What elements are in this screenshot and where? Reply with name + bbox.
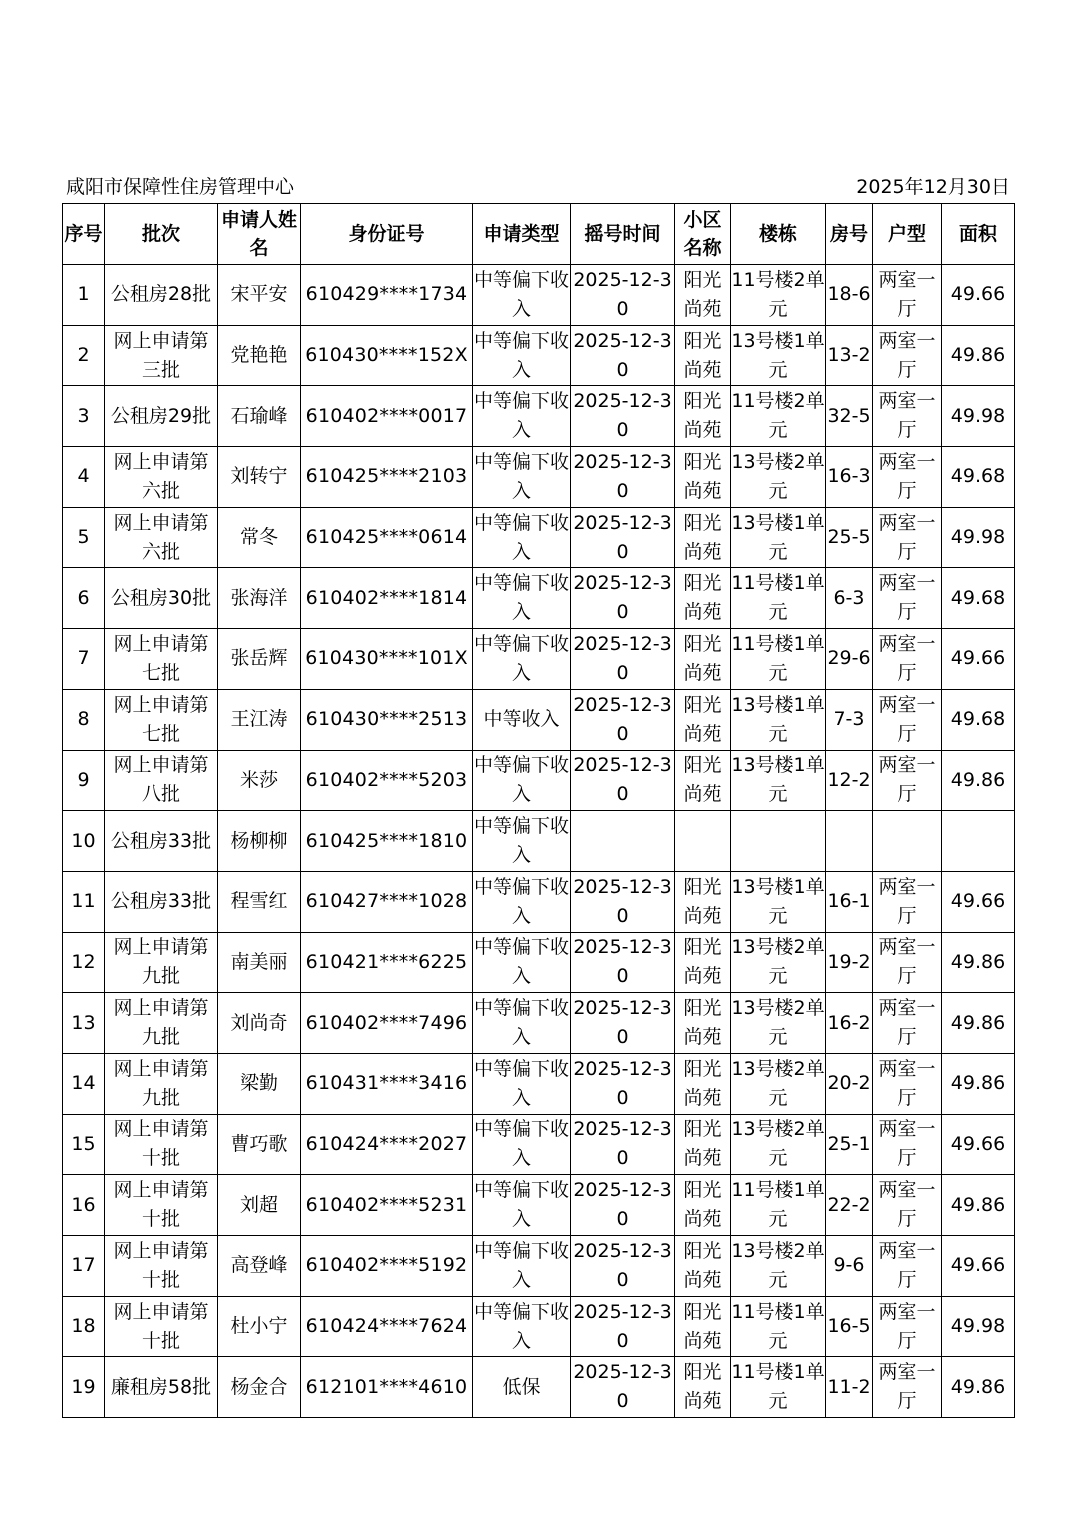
type-cell: 中等偏下收入 [473, 1053, 571, 1114]
community-cell: 阳光尚苑 [675, 1114, 731, 1175]
name-cell: 刘转宁 [218, 447, 301, 508]
room-cell: 9-6 [826, 1236, 873, 1297]
index-cell: 3 [63, 386, 105, 447]
building-cell: 13号楼2单元 [731, 1236, 826, 1297]
name-cell: 梁勤 [218, 1053, 301, 1114]
community-cell: 阳光尚苑 [675, 1357, 731, 1418]
layout-cell: 两室一厅 [873, 1175, 942, 1236]
name-cell: 杨柳柳 [218, 811, 301, 872]
layout-cell: 两室一厅 [873, 629, 942, 690]
community-cell: 阳光尚苑 [675, 507, 731, 568]
index-cell: 13 [63, 993, 105, 1054]
layout-cell: 两室一厅 [873, 1296, 942, 1357]
area-cell: 49.98 [942, 507, 1015, 568]
type-cell: 中等偏下收入 [473, 993, 571, 1054]
index-cell: 7 [63, 629, 105, 690]
name-cell: 杨金合 [218, 1357, 301, 1418]
area-cell: 49.68 [942, 568, 1015, 629]
table-row [63, 1053, 1015, 1114]
id-number-cell: 610427****1028 [301, 871, 473, 932]
name-cell: 曹巧歌 [218, 1114, 301, 1175]
date-cell: 2025-12-30 [571, 1053, 675, 1114]
index-cell: 9 [63, 750, 105, 811]
name-cell: 王江涛 [218, 689, 301, 750]
type-cell: 中等偏下收入 [473, 568, 571, 629]
id-number-cell: 610425****1810 [301, 811, 473, 872]
type-cell: 中等偏下收入 [473, 325, 571, 386]
col-header-batch: 批次 [105, 204, 218, 265]
area-cell: 49.98 [942, 1296, 1015, 1357]
room-cell: 12-2 [826, 750, 873, 811]
community-cell [675, 811, 731, 872]
area-cell: 49.86 [942, 1357, 1015, 1418]
date-cell: 2025-12-30 [571, 689, 675, 750]
building-cell: 13号楼1单元 [731, 507, 826, 568]
table-body [63, 265, 1015, 1418]
room-cell [826, 811, 873, 872]
area-cell: 49.68 [942, 689, 1015, 750]
table-row [63, 265, 1015, 326]
index-cell: 17 [63, 1236, 105, 1297]
room-cell: 16-2 [826, 993, 873, 1054]
table-header-row [63, 204, 1015, 265]
index-cell: 16 [63, 1175, 105, 1236]
batch-cell: 网上申请第十批 [105, 1296, 218, 1357]
layout-cell: 两室一厅 [873, 1236, 942, 1297]
id-number-cell: 610425****0614 [301, 507, 473, 568]
id-number-cell: 612101****4610 [301, 1357, 473, 1418]
layout-cell: 两室一厅 [873, 1114, 942, 1175]
date-cell: 2025-12-30 [571, 750, 675, 811]
room-cell: 18-6 [826, 265, 873, 326]
document-date: 2025年12月30日 [856, 176, 1010, 198]
batch-cell: 网上申请第九批 [105, 1053, 218, 1114]
id-number-cell: 610421****6225 [301, 932, 473, 993]
area-cell: 49.66 [942, 1236, 1015, 1297]
area-cell [942, 811, 1015, 872]
table-row [63, 325, 1015, 386]
batch-cell: 网上申请第七批 [105, 689, 218, 750]
area-cell: 49.86 [942, 993, 1015, 1054]
allocation-table [62, 203, 1015, 1418]
community-cell: 阳光尚苑 [675, 629, 731, 690]
building-cell: 11号楼1单元 [731, 1175, 826, 1236]
col-header-id-number: 身份证号 [301, 204, 473, 265]
type-cell: 中等偏下收入 [473, 932, 571, 993]
batch-cell: 公租房30批 [105, 568, 218, 629]
name-cell: 程雪红 [218, 871, 301, 932]
layout-cell: 两室一厅 [873, 689, 942, 750]
room-cell: 29-6 [826, 629, 873, 690]
community-cell: 阳光尚苑 [675, 1175, 731, 1236]
room-cell: 32-5 [826, 386, 873, 447]
building-cell: 13号楼2单元 [731, 1053, 826, 1114]
id-number-cell: 610430****2513 [301, 689, 473, 750]
batch-cell: 公租房29批 [105, 386, 218, 447]
area-cell: 49.66 [942, 1114, 1015, 1175]
col-header-area: 面积 [942, 204, 1015, 265]
table-row [63, 993, 1015, 1054]
col-header-building: 楼栋 [731, 204, 826, 265]
layout-cell: 两室一厅 [873, 1357, 942, 1418]
id-number-cell: 610431****3416 [301, 1053, 473, 1114]
index-cell: 5 [63, 507, 105, 568]
table-row [63, 689, 1015, 750]
col-header-layout: 户型 [873, 204, 942, 265]
col-header-community: 小区名称 [675, 204, 731, 265]
area-cell: 49.68 [942, 447, 1015, 508]
id-number-cell: 610424****2027 [301, 1114, 473, 1175]
document-header [66, 173, 1010, 201]
name-cell: 米莎 [218, 750, 301, 811]
community-cell: 阳光尚苑 [675, 1296, 731, 1357]
batch-cell: 网上申请第九批 [105, 932, 218, 993]
building-cell: 13号楼1单元 [731, 871, 826, 932]
index-cell: 14 [63, 1053, 105, 1114]
layout-cell: 两室一厅 [873, 265, 942, 326]
col-header-index: 序号 [63, 204, 105, 265]
col-header-room: 房号 [826, 204, 873, 265]
organization-name: 咸阳市保障性住房管理中心 [66, 176, 295, 198]
batch-cell: 网上申请第九批 [105, 993, 218, 1054]
id-number-cell: 610402****7496 [301, 993, 473, 1054]
date-cell: 2025-12-30 [571, 386, 675, 447]
community-cell: 阳光尚苑 [675, 447, 731, 508]
index-cell: 8 [63, 689, 105, 750]
batch-cell: 网上申请第六批 [105, 447, 218, 508]
type-cell: 中等偏下收入 [473, 1175, 571, 1236]
building-cell: 11号楼1单元 [731, 568, 826, 629]
table-row [63, 507, 1015, 568]
index-cell: 18 [63, 1296, 105, 1357]
building-cell: 13号楼1单元 [731, 750, 826, 811]
id-number-cell: 610402****5192 [301, 1236, 473, 1297]
date-cell: 2025-12-30 [571, 265, 675, 326]
table-row [63, 386, 1015, 447]
name-cell: 宋平安 [218, 265, 301, 326]
table-row [63, 1236, 1015, 1297]
building-cell: 13号楼2单元 [731, 993, 826, 1054]
batch-cell: 网上申请第十批 [105, 1175, 218, 1236]
col-header-lottery-date: 摇号时间 [571, 204, 675, 265]
index-cell: 19 [63, 1357, 105, 1418]
layout-cell: 两室一厅 [873, 568, 942, 629]
building-cell: 13号楼1单元 [731, 325, 826, 386]
community-cell: 阳光尚苑 [675, 932, 731, 993]
type-cell: 中等收入 [473, 689, 571, 750]
name-cell: 张岳辉 [218, 629, 301, 690]
layout-cell: 两室一厅 [873, 932, 942, 993]
date-cell: 2025-12-30 [571, 447, 675, 508]
batch-cell: 网上申请第十批 [105, 1114, 218, 1175]
room-cell: 16-1 [826, 871, 873, 932]
community-cell: 阳光尚苑 [675, 689, 731, 750]
date-cell: 2025-12-30 [571, 325, 675, 386]
id-number-cell: 610425****2103 [301, 447, 473, 508]
room-cell: 11-2 [826, 1357, 873, 1418]
area-cell: 49.66 [942, 871, 1015, 932]
building-cell: 13号楼2单元 [731, 932, 826, 993]
col-header-application-type: 申请类型 [473, 204, 571, 265]
layout-cell: 两室一厅 [873, 1053, 942, 1114]
date-cell: 2025-12-30 [571, 1175, 675, 1236]
community-cell: 阳光尚苑 [675, 871, 731, 932]
community-cell: 阳光尚苑 [675, 1236, 731, 1297]
building-cell: 11号楼1单元 [731, 1357, 826, 1418]
type-cell: 中等偏下收入 [473, 386, 571, 447]
batch-cell: 公租房28批 [105, 265, 218, 326]
date-cell: 2025-12-30 [571, 507, 675, 568]
id-number-cell: 610429****1734 [301, 265, 473, 326]
index-cell: 10 [63, 811, 105, 872]
col-header-applicant-name: 申请人姓名 [218, 204, 301, 265]
layout-cell: 两室一厅 [873, 871, 942, 932]
name-cell: 张海洋 [218, 568, 301, 629]
name-cell: 常冬 [218, 507, 301, 568]
table-row [63, 447, 1015, 508]
type-cell: 中等偏下收入 [473, 811, 571, 872]
index-cell: 4 [63, 447, 105, 508]
type-cell: 中等偏下收入 [473, 1114, 571, 1175]
id-number-cell: 610430****152X [301, 325, 473, 386]
index-cell: 15 [63, 1114, 105, 1175]
building-cell: 13号楼2单元 [731, 447, 826, 508]
room-cell: 13-2 [826, 325, 873, 386]
room-cell: 6-3 [826, 568, 873, 629]
name-cell: 南美丽 [218, 932, 301, 993]
index-cell: 12 [63, 932, 105, 993]
date-cell: 2025-12-30 [571, 1236, 675, 1297]
area-cell: 49.86 [942, 1175, 1015, 1236]
area-cell: 49.86 [942, 750, 1015, 811]
table-row [63, 1175, 1015, 1236]
date-cell: 2025-12-30 [571, 1296, 675, 1357]
layout-cell: 两室一厅 [873, 750, 942, 811]
id-number-cell: 610402****5203 [301, 750, 473, 811]
area-cell: 49.86 [942, 1053, 1015, 1114]
id-number-cell: 610402****1814 [301, 568, 473, 629]
date-cell: 2025-12-30 [571, 871, 675, 932]
layout-cell: 两室一厅 [873, 507, 942, 568]
layout-cell: 两室一厅 [873, 993, 942, 1054]
batch-cell: 网上申请第六批 [105, 507, 218, 568]
table-row [63, 1296, 1015, 1357]
room-cell: 19-2 [826, 932, 873, 993]
community-cell: 阳光尚苑 [675, 568, 731, 629]
type-cell: 低保 [473, 1357, 571, 1418]
name-cell: 杜小宁 [218, 1296, 301, 1357]
id-number-cell: 610402****5231 [301, 1175, 473, 1236]
table-row [63, 871, 1015, 932]
area-cell: 49.66 [942, 629, 1015, 690]
table-row [63, 811, 1015, 872]
building-cell: 11号楼1单元 [731, 1296, 826, 1357]
community-cell: 阳光尚苑 [675, 993, 731, 1054]
index-cell: 1 [63, 265, 105, 326]
layout-cell: 两室一厅 [873, 325, 942, 386]
community-cell: 阳光尚苑 [675, 325, 731, 386]
building-cell [731, 811, 826, 872]
layout-cell: 两室一厅 [873, 447, 942, 508]
index-cell: 11 [63, 871, 105, 932]
index-cell: 2 [63, 325, 105, 386]
type-cell: 中等偏下收入 [473, 629, 571, 690]
batch-cell: 公租房33批 [105, 811, 218, 872]
name-cell: 党艳艳 [218, 325, 301, 386]
room-cell: 22-2 [826, 1175, 873, 1236]
date-cell: 2025-12-30 [571, 568, 675, 629]
community-cell: 阳光尚苑 [675, 386, 731, 447]
room-cell: 25-1 [826, 1114, 873, 1175]
date-cell: 2025-12-30 [571, 1357, 675, 1418]
building-cell: 11号楼2单元 [731, 265, 826, 326]
date-cell: 2025-12-30 [571, 1114, 675, 1175]
id-number-cell: 610424****7624 [301, 1296, 473, 1357]
type-cell: 中等偏下收入 [473, 1296, 571, 1357]
room-cell: 16-5 [826, 1296, 873, 1357]
area-cell: 49.86 [942, 932, 1015, 993]
room-cell: 20-2 [826, 1053, 873, 1114]
batch-cell: 网上申请第八批 [105, 750, 218, 811]
date-cell: 2025-12-30 [571, 993, 675, 1054]
area-cell: 49.98 [942, 386, 1015, 447]
community-cell: 阳光尚苑 [675, 265, 731, 326]
date-cell: 2025-12-30 [571, 932, 675, 993]
name-cell: 刘超 [218, 1175, 301, 1236]
type-cell: 中等偏下收入 [473, 265, 571, 326]
building-cell: 11号楼1单元 [731, 629, 826, 690]
area-cell: 49.86 [942, 325, 1015, 386]
name-cell: 高登峰 [218, 1236, 301, 1297]
id-number-cell: 610430****101X [301, 629, 473, 690]
name-cell: 刘尚奇 [218, 993, 301, 1054]
date-cell: 2025-12-30 [571, 629, 675, 690]
table-row [63, 1357, 1015, 1418]
name-cell: 石瑜峰 [218, 386, 301, 447]
room-cell: 16-3 [826, 447, 873, 508]
layout-cell [873, 811, 942, 872]
table-row [63, 932, 1015, 993]
area-cell: 49.66 [942, 265, 1015, 326]
type-cell: 中等偏下收入 [473, 871, 571, 932]
building-cell: 11号楼2单元 [731, 386, 826, 447]
batch-cell: 网上申请第十批 [105, 1236, 218, 1297]
community-cell: 阳光尚苑 [675, 750, 731, 811]
id-number-cell: 610402****0017 [301, 386, 473, 447]
batch-cell: 公租房33批 [105, 871, 218, 932]
table-row [63, 629, 1015, 690]
type-cell: 中等偏下收入 [473, 1236, 571, 1297]
building-cell: 13号楼2单元 [731, 1114, 826, 1175]
batch-cell: 网上申请第三批 [105, 325, 218, 386]
table-row [63, 750, 1015, 811]
batch-cell: 廉租房58批 [105, 1357, 218, 1418]
layout-cell: 两室一厅 [873, 386, 942, 447]
table-row [63, 1114, 1015, 1175]
community-cell: 阳光尚苑 [675, 1053, 731, 1114]
type-cell: 中等偏下收入 [473, 447, 571, 508]
index-cell: 6 [63, 568, 105, 629]
room-cell: 25-5 [826, 507, 873, 568]
type-cell: 中等偏下收入 [473, 507, 571, 568]
room-cell: 7-3 [826, 689, 873, 750]
table-row [63, 568, 1015, 629]
building-cell: 13号楼1单元 [731, 689, 826, 750]
type-cell: 中等偏下收入 [473, 750, 571, 811]
batch-cell: 网上申请第七批 [105, 629, 218, 690]
date-cell [571, 811, 675, 872]
